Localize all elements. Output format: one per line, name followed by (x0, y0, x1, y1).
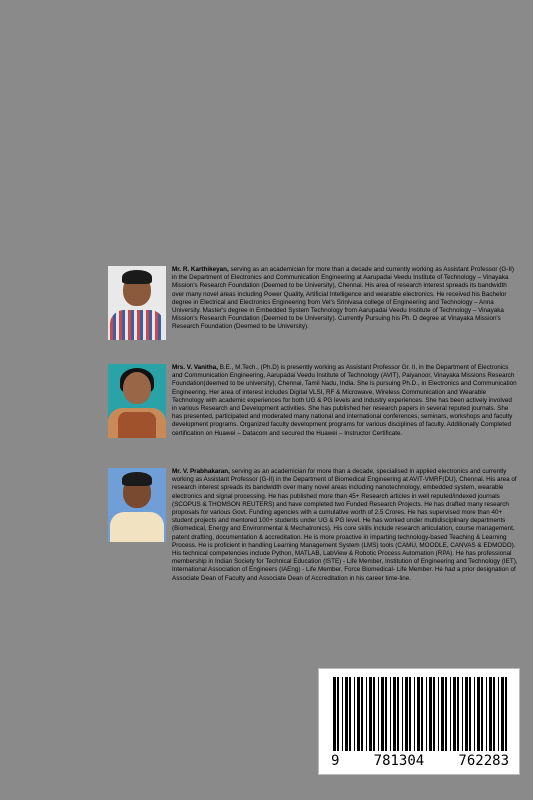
barcode-bar (357, 677, 360, 751)
barcode-bar (409, 677, 411, 751)
barcode-bar (493, 677, 495, 751)
barcode-bar (405, 677, 408, 751)
barcode-bar (397, 677, 399, 751)
barcode-bar (441, 677, 444, 751)
author-bio: serving as an academician for more than a decade, specialised in applied electronics and currently working as Assistant Professor (G-II) in the Department of Biomedical Engineering at AVIT-VMRF(DU), Chennai. His area of research interest spreads its bandwidth over many novel areas including nanotechnology, embedded system, wearable electronics and signal processing. He has published more than 45+ Research articles in well reputed/indexed journals (SCOPUS & THOMSON REUTERS) and have completed two Funded Research Projects. He has drafted many research proposals for various Govt. Funding agencies with a cumulative worth of 2.5 Crores. He has supervised more than 40+ student projects and mentored 100+ students under UG & PG level. He has worked under multidisciplinary departments (Biomedical, Energy and Environmental & Mechatronics). His core skills include research articulation, course management, patent drafting, documentation & accreditation. He is more proactive in imparting technology-based Teaching & Learning Process. He is proficient in handling Learning Management System (LMS) tools (CAMU, MOODLE, CANVAS & EDMODO). His technical competencies include Python, MATLAB, LabView & Robotic Process Automation (RPA). He has professional membership in Indian Society for Technical Education (ISTE) - Life Member, Institution of Engineering and Technology (IET), International Association of Engineers (IAEng) - Life Member, Force Biomedical- Life Member. He had a prior designation of Associate Dean of Faculty and Associate Dean of Accreditation in his career time-line. (172, 468, 518, 582)
author-photo (108, 364, 166, 438)
barcode-bar (333, 677, 336, 751)
barcode-bar (349, 677, 351, 751)
barcode-bar (474, 677, 475, 751)
barcode-bar (385, 677, 387, 751)
barcode-bar (481, 677, 483, 751)
bio-text (172, 364, 518, 438)
barcode-bar (429, 677, 432, 751)
barcode-bars (331, 677, 509, 751)
barcode-bar (345, 677, 348, 751)
barcode-bar (438, 677, 439, 751)
barcode-bar (501, 677, 504, 751)
barcode-bar (393, 677, 396, 751)
barcode-digits-right: 762283 (458, 753, 509, 769)
barcode-bar (469, 677, 471, 751)
barcode-bar (450, 677, 451, 751)
barcode-bar (381, 677, 384, 751)
barcode-bar (462, 677, 463, 751)
barcode-bar (453, 677, 456, 751)
bio-text (172, 468, 518, 583)
isbn-barcode (318, 668, 520, 775)
author-bio-vanitha (108, 364, 518, 438)
barcode-bar (426, 677, 427, 751)
barcode-bar (433, 677, 435, 751)
barcode-bar (417, 677, 420, 751)
barcode-bar (414, 677, 415, 751)
barcode-bar (498, 677, 499, 751)
barcode-bar (373, 677, 375, 751)
barcode-bar (369, 677, 372, 751)
barcode-bar (366, 677, 367, 751)
author-bio: serving as an academician for more than a decade and currently working as Assistant Professor (G-II) in the Department of Electronics and Communication Engineering at Aarupadai Veedu Institute of Technology – Vinayaka Mission's Research Foundation (Deemed to be University), Chennai. His area of research interest spreads its bandwidth over many novel areas including Power Quality, Artificial Intelligence and wearable electronics. He received his Bachelor degree in Electrical and Electronics Engineering from Vel's Srinivasa college of Engineering and Technology – Anna University. Master's degree in Embedded System Technology from Aarupadai Veedu Institute of Technology – Vinayaka Mission's Research Foundation (Deemed to be University). Currently Pursuing his Ph. D degree at Vinayaka Mission's Research Foundation (Deemed to be University). (172, 266, 514, 331)
author-photo (108, 468, 166, 542)
author-bio-karthikeyan (108, 266, 518, 340)
author-bio: B.E., M.Tech., (Ph.D) is presently working as Assistant Professor Gr. II, in the Department of Electronics and Communication Engineering, Aarupadai Veedu Institute of Technology (AVIT), Paiyanoor, Vinayaka Missions Research Foundation(deemed to be university), Chennai, Tamil Nadu, India. She is pursuing Ph.D., in Electronics and Communication Engineering. Her area of interest includes Digital VLSI, RF & Microwave, Wireless Communication and Wearable Technology with academic experiences for both UG & PG levels and industry experiences. She has been actively involved in various Research and Development activities. She has published her research papers in several reputed journals. She has presented, participated and moderated many national and international conferences, seminars, workshops and faculty development programs. Organized faculty development programs for various disciplines of faculty. Additionally Completed certification on Huawei – Datacom and secured the Huawei – Instructor Certificate. (172, 364, 517, 437)
barcode-bar (465, 677, 468, 751)
barcode-bar (378, 677, 379, 751)
author-name: Mr. V. Prabhakaran, (172, 468, 230, 475)
bio-text (172, 266, 518, 332)
barcode-bar (390, 677, 391, 751)
barcode-bar (354, 677, 355, 751)
barcode-bar (489, 677, 492, 751)
barcode-bar (505, 677, 507, 751)
barcode-bar (445, 677, 447, 751)
barcode-number (331, 753, 509, 769)
barcode-bar (342, 677, 343, 751)
author-bio-prabhakaran (108, 468, 518, 583)
barcode-bar (402, 677, 403, 751)
barcode-digits-left: 781304 (373, 753, 425, 769)
barcode-digit-prefix: 9 (331, 753, 340, 769)
barcode-bar (337, 677, 339, 751)
barcode-bar (457, 677, 459, 751)
barcode-bar (421, 677, 423, 751)
barcode-bar (361, 677, 363, 751)
author-name: Mr. R. Karthikeyan, (172, 266, 229, 273)
barcode-bar (477, 677, 480, 751)
barcode-bar (486, 677, 487, 751)
author-name: Mrs. V. Vanitha, (172, 364, 218, 371)
author-photo (108, 266, 166, 340)
